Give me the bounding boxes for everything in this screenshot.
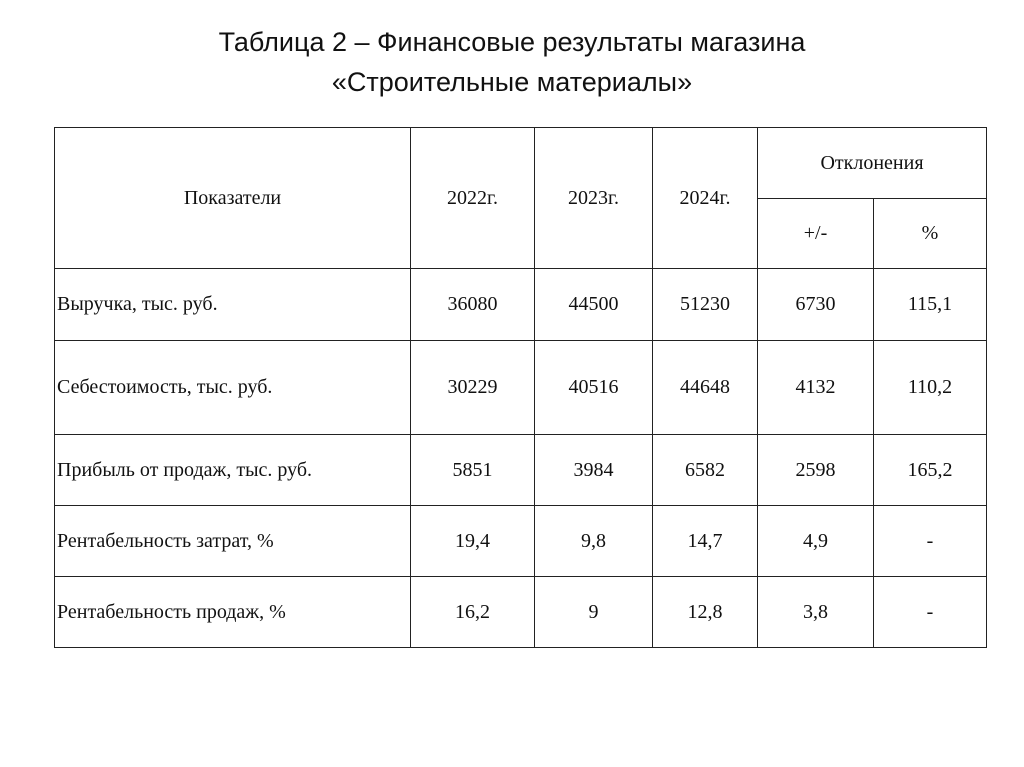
header-year-2022: 2022г. [411,128,535,269]
row-label: Выручка, тыс. руб. [55,269,411,341]
cell-2022: 30229 [411,341,535,435]
financial-results-table [54,127,987,648]
cell-abs: 3,8 [758,577,874,648]
header-deviation-abs: +/- [758,199,874,269]
title-line-2: «Строительные материалы» [331,67,693,97]
cell-pct: - [874,577,987,648]
row-label: Рентабельность продаж, % [55,577,411,648]
cell-2023: 9 [535,577,653,648]
cell-abs: 6730 [758,269,874,341]
header-deviations: Отклонения [758,128,987,199]
table-row [55,269,987,341]
cell-pct: - [874,506,987,577]
row-label: Рентабельность затрат, % [55,506,411,577]
cell-2022: 19,4 [411,506,535,577]
header-deviation-pct: % [874,199,987,269]
row-label: Прибыль от продаж, тыс. руб. [55,435,411,506]
cell-2023: 44500 [535,269,653,341]
cell-abs: 4132 [758,341,874,435]
cell-2024: 6582 [653,435,758,506]
header-year-2024: 2024г. [653,128,758,269]
cell-2024: 51230 [653,269,758,341]
cell-abs: 2598 [758,435,874,506]
table-row [55,341,987,435]
cell-pct: 165,2 [874,435,987,506]
cell-2023: 3984 [535,435,653,506]
table-row [55,435,987,506]
cell-abs: 4,9 [758,506,874,577]
table-row [55,506,987,577]
cell-2022: 16,2 [411,577,535,648]
header-year-2023: 2023г. [535,128,653,269]
row-label: Себестоимость, тыс. руб. [55,341,411,435]
cell-2024: 12,8 [653,577,758,648]
cell-2023: 9,8 [535,506,653,577]
cell-2023: 40516 [535,341,653,435]
cell-2024: 44648 [653,341,758,435]
cell-2022: 36080 [411,269,535,341]
title-line-1: Таблица 2 – Финансовые результаты магазина [218,27,806,57]
header-indicators: Показатели [55,128,411,269]
slide-title [0,22,1024,102]
cell-2024: 14,7 [653,506,758,577]
table-row [55,577,987,648]
cell-pct: 115,1 [874,269,987,341]
cell-pct: 110,2 [874,341,987,435]
header-row [55,128,987,199]
cell-2022: 5851 [411,435,535,506]
